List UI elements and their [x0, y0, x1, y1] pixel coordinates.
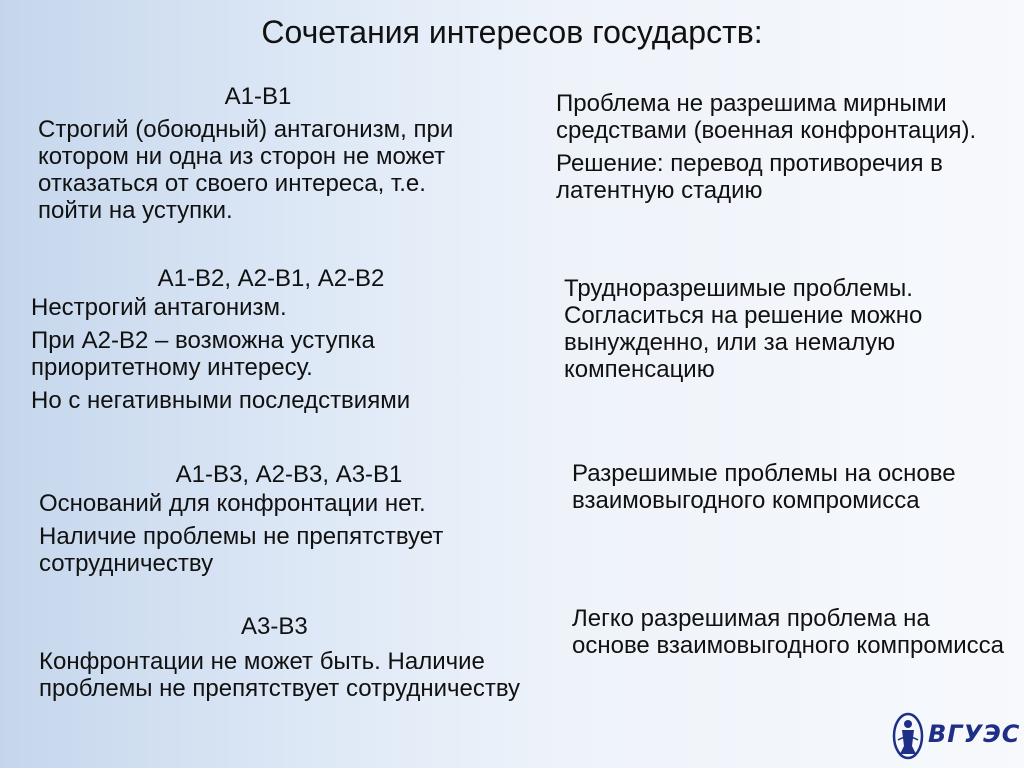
description-text: Строгий (обоюдный) антагонизм, при котором ни одна из сторон не может отказаться от своего интереса, т.е. пойти на уступки. [38, 116, 454, 224]
left-block-a3-b3 [39, 613, 539, 702]
right-block-a3-b3 [572, 605, 1012, 659]
right-block-a1-b1 [556, 90, 1016, 204]
description-text: Наличие проблемы не препятствует сотрудничеству [39, 523, 444, 577]
left-block-a1-b3 [39, 461, 539, 577]
left-block-a1-b1 [38, 83, 478, 224]
left-block-a1-b2 [31, 265, 511, 414]
slide-title: Сочетания интересов государств: [261, 14, 763, 50]
assessment-text: Легко разрешимая проблема на основе взаимовыгодного компромисса [572, 605, 1004, 659]
assessment-text: Решение: перевод противоречия в латентную стадию [556, 150, 943, 204]
combination-heading: А3-В3 [241, 613, 308, 640]
description-text: Оснований для конфронтации нет. [39, 490, 426, 517]
description-text: Конфронтации не может быть. Наличие проблемы не препятствует сотрудничеству [39, 648, 521, 702]
description-text: Нестрогий антагонизм. [31, 294, 287, 321]
university-logo [892, 712, 1020, 764]
combination-heading: А1-В3, А2-В3, А3-В1 [175, 461, 403, 488]
description-text: При А2-В2 – возможна уступка приоритетному интересу. [31, 327, 375, 381]
right-block-a1-b2 [564, 275, 1004, 383]
combination-heading: А1-В1 [224, 83, 292, 110]
logo-wordmark: ВГУЭС [928, 720, 1021, 748]
assessment-text: Трудноразрешимые проблемы. Согласиться на решение можно вынужденно, или за немалую компенсацию [564, 275, 923, 383]
university-emblem-icon [892, 712, 924, 760]
assessment-text: Проблема не разрешима мирными средствами (военная конфронтация). [556, 90, 977, 144]
description-text: Но с негативными последствиями [31, 387, 411, 414]
right-block-a1-b3 [572, 460, 972, 514]
assessment-text: Разрешимые проблемы на основе взаимовыгодного компромисса [572, 460, 956, 514]
combination-heading: А1-В2, А2-В1, А2-В2 [157, 265, 385, 292]
